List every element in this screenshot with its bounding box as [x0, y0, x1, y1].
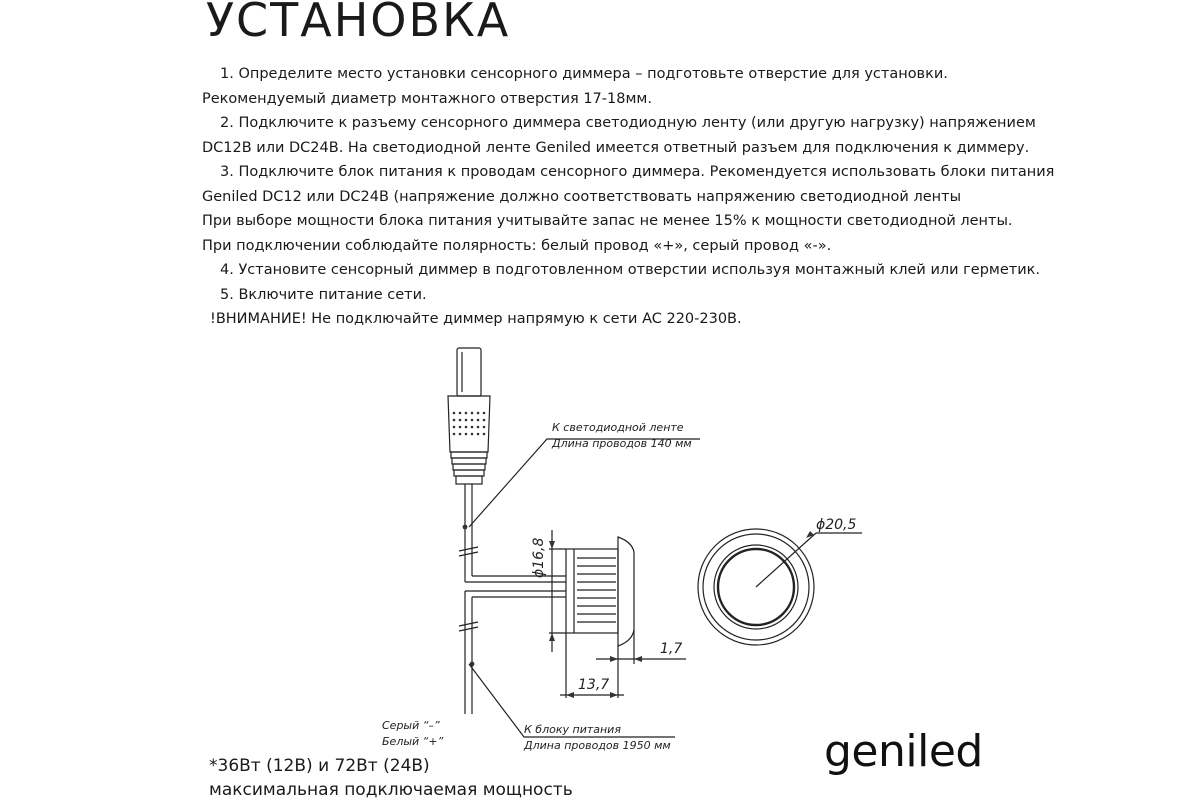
plug-body: [448, 396, 490, 452]
instruction-line: 3. Подключите блок питания к проводам сенсорного диммера. Рекомендуется использовать блоки питания: [220, 164, 1055, 180]
face-diameter-dim: ϕ20,5: [816, 517, 857, 533]
psu-label: К блоку питания: [524, 723, 621, 736]
led-wire-length: Длина проводов 140 мм: [552, 437, 692, 450]
geniled-logo: geniled: [824, 726, 983, 777]
instruction-line: 2. Подключите к разъему сенсорного диммера светодиодную ленту (или другую нагрузку) напряжением: [220, 115, 1036, 131]
instruction-line: При выборе мощности блока питания учитывайте запас не менее 15% к мощности светодиодной ленты.: [202, 213, 1013, 229]
plug-tip: [457, 348, 481, 396]
gray-wire-label: Серый “–”: [382, 719, 440, 732]
instruction-line: При подключении соблюдайте полярность: белый провод «+», серый провод «-».: [202, 237, 832, 254]
dimmer-flange: [618, 537, 634, 646]
body-diameter-dim: ϕ16,8: [531, 537, 547, 578]
instruction-line: 1. Определите место установки сенсорного диммера – подготовьте отверстие для установки.: [220, 66, 948, 82]
led-label: К светодиодной ленте: [552, 421, 684, 434]
white-wire-label: Белый “+”: [382, 735, 444, 748]
power-footnote: *36Вт (12В) и 72Вт (24В): [209, 756, 430, 776]
instruction-line: Рекомендуемый диаметр монтажного отверстия 17-18мм.: [202, 90, 652, 107]
page-title: УСТАНОВКА: [206, 0, 511, 47]
instruction-line: 5. Включите питание сети.: [220, 286, 427, 303]
length-dim: 13,7: [578, 677, 610, 693]
instruction-line: Geniled DC12 или DC24В (напряжение должно соответствовать напряжению светодиодной ленты: [202, 188, 962, 205]
plug-grip-dots: [453, 412, 814, 698]
power-subnote: максимальная подключаемая мощность: [209, 780, 573, 800]
flange-dim: 1,7: [660, 641, 683, 657]
warning-line: !ВНИМАНИЕ! Не подключайте диммер напрямую к сети AC 220-230В.: [210, 311, 742, 327]
instruction-line: 4. Установите сенсорный диммер в подготовленном отверстии используя монтажный клей или герметик.: [220, 262, 1041, 278]
psu-wire-length: Длина проводов 1950 мм: [524, 739, 671, 752]
instruction-line: DC12В или DC24В. На светодиодной ленте Geniled имеется ответный разъем для подключения к диммеру.: [202, 139, 1030, 156]
led-leader-line: [469, 439, 700, 527]
